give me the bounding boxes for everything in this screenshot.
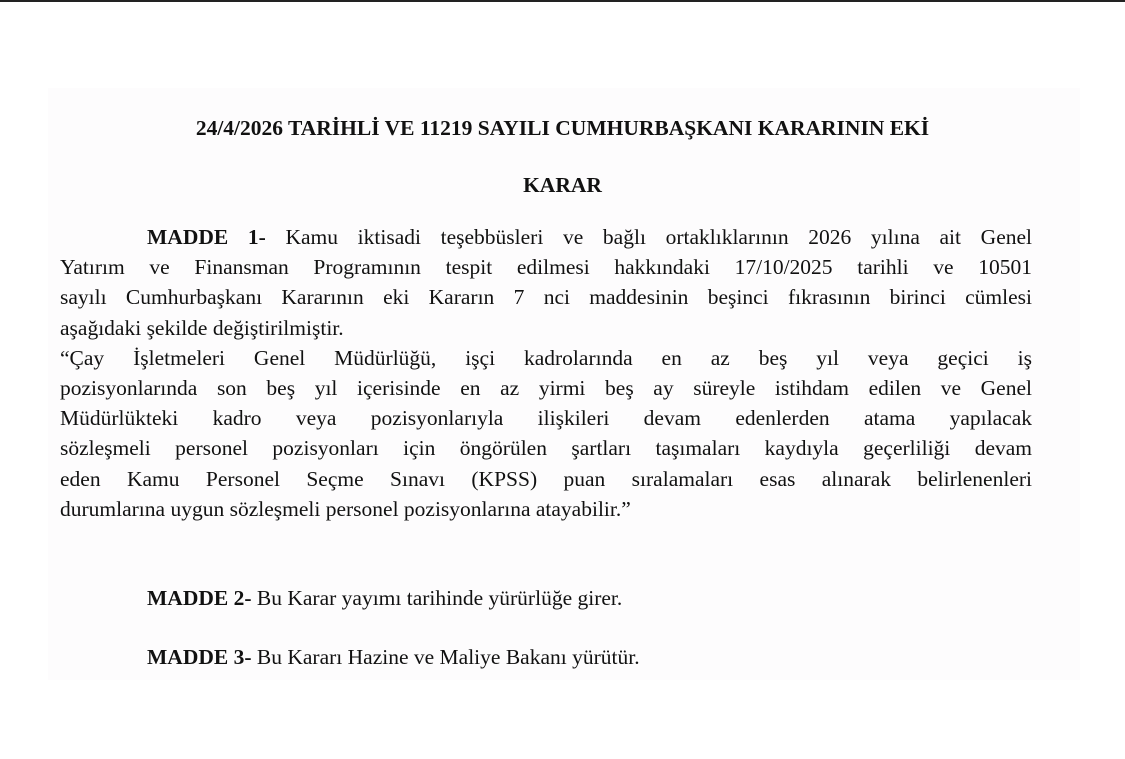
article-3-label: MADDE 3-: [147, 644, 252, 669]
article-1: [60, 222, 1032, 343]
quote-line-2: pozisyonlarında son beş yıl içerisinde en az yirmi beş ay süreyle istihdam edilen ve Genel: [60, 376, 1032, 401]
article-3: [147, 642, 640, 672]
article-2: [147, 583, 622, 613]
article-1-text-line-2: Yatırım ve Finansman Programının tespit edilmesi hakkındaki 17/10/2025 tarihli ve 10501: [60, 255, 1032, 280]
article-1-text-line-4: aşağıdaki şekilde değiştirilmiştir.: [60, 315, 344, 340]
quote-line-1: “Çay İşletmeleri Genel Müdürlüğü, işçi kadrolarında en az beş yıl veya geçici iş: [60, 345, 1032, 370]
article-2-text: Bu Karar yayımı tarihinde yürürlüğe girer.: [251, 585, 623, 610]
amended-text-quote: [60, 343, 1032, 524]
quote-line-5: eden Kamu Personel Seçme Sınavı (KPSS) puan sıralamaları esas alınarak belirlenenleri: [60, 466, 1032, 491]
article-2-label: MADDE 2-: [147, 585, 252, 610]
top-border-line: [0, 0, 1125, 2]
article-1-text-line-3: sayılı Cumhurbaşkanı Kararının eki Kararın 7 nci maddesinin beşinci fıkrasının birinci cümlesi: [60, 285, 1032, 310]
article-3-text: Bu Kararı Hazine ve Maliye Bakanı yürütür.: [251, 644, 640, 669]
document-title: 24/4/2026 TARİHLİ VE 11219 SAYILI CUMHURBAŞKANI KARARININ EKİ: [195, 116, 930, 140]
document-subtitle: KARAR: [523, 173, 602, 197]
article-1-label: MADDE 1-: [147, 225, 266, 249]
quote-line-4: sözleşmeli personel pozisyonları için öngörülen şartları taşımaları kaydıyla geçerliliği devam: [60, 436, 1032, 461]
document-body: [60, 222, 1032, 524]
quote-line-6: durumlarına uygun sözleşmeli personel pozisyonlarına atayabilir.”: [60, 496, 631, 521]
quote-line-3: Müdürlükteki kadro veya pozisyonlarıyla ilişkileri devam edenlerden atama yapılacak: [60, 406, 1032, 431]
article-1-text-line-1: Kamu iktisadi teşebbüsleri ve bağlı ortaklıklarının 2026 yılına ait Genel: [265, 225, 1033, 249]
article-1-line: [60, 222, 1032, 252]
